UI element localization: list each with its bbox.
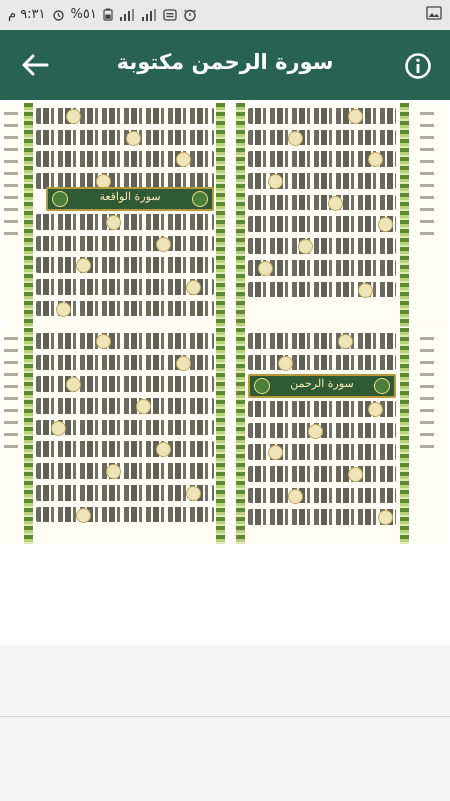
surah-header-rahman: سورة الرحمن: [248, 374, 396, 398]
mushaf-page-top-left: [2, 103, 228, 327]
time-text: ٩:٣١ م: [8, 7, 46, 22]
signal-icon-2: [141, 9, 157, 21]
battery-icon: [103, 8, 113, 21]
mushaf-view[interactable]: [0, 100, 450, 716]
gallery-icon: [426, 6, 442, 20]
signal-icon: [119, 9, 135, 21]
mushaf-page-bottom-right: [232, 328, 448, 544]
battery-percent: %٥١: [70, 7, 97, 22]
status-right: [426, 6, 442, 24]
mushaf-page-bottom-left: [2, 328, 228, 544]
info-icon[interactable]: [404, 52, 432, 80]
back-arrow-icon[interactable]: [20, 52, 50, 78]
bottom-area: [0, 716, 450, 801]
app-bar: [0, 30, 450, 100]
page-title: سورة الرحمن مكتوبة: [116, 50, 334, 74]
status-bar: [0, 0, 450, 30]
alarm-icon: [52, 9, 65, 21]
status-left: [8, 7, 197, 22]
timer-icon: [183, 8, 197, 22]
surah-header-waqiah: سورة الواقعة: [46, 187, 214, 211]
mushaf-page-top-right: [232, 103, 448, 327]
content-empty-area: [0, 645, 450, 716]
app-notification-icon: [163, 8, 177, 22]
